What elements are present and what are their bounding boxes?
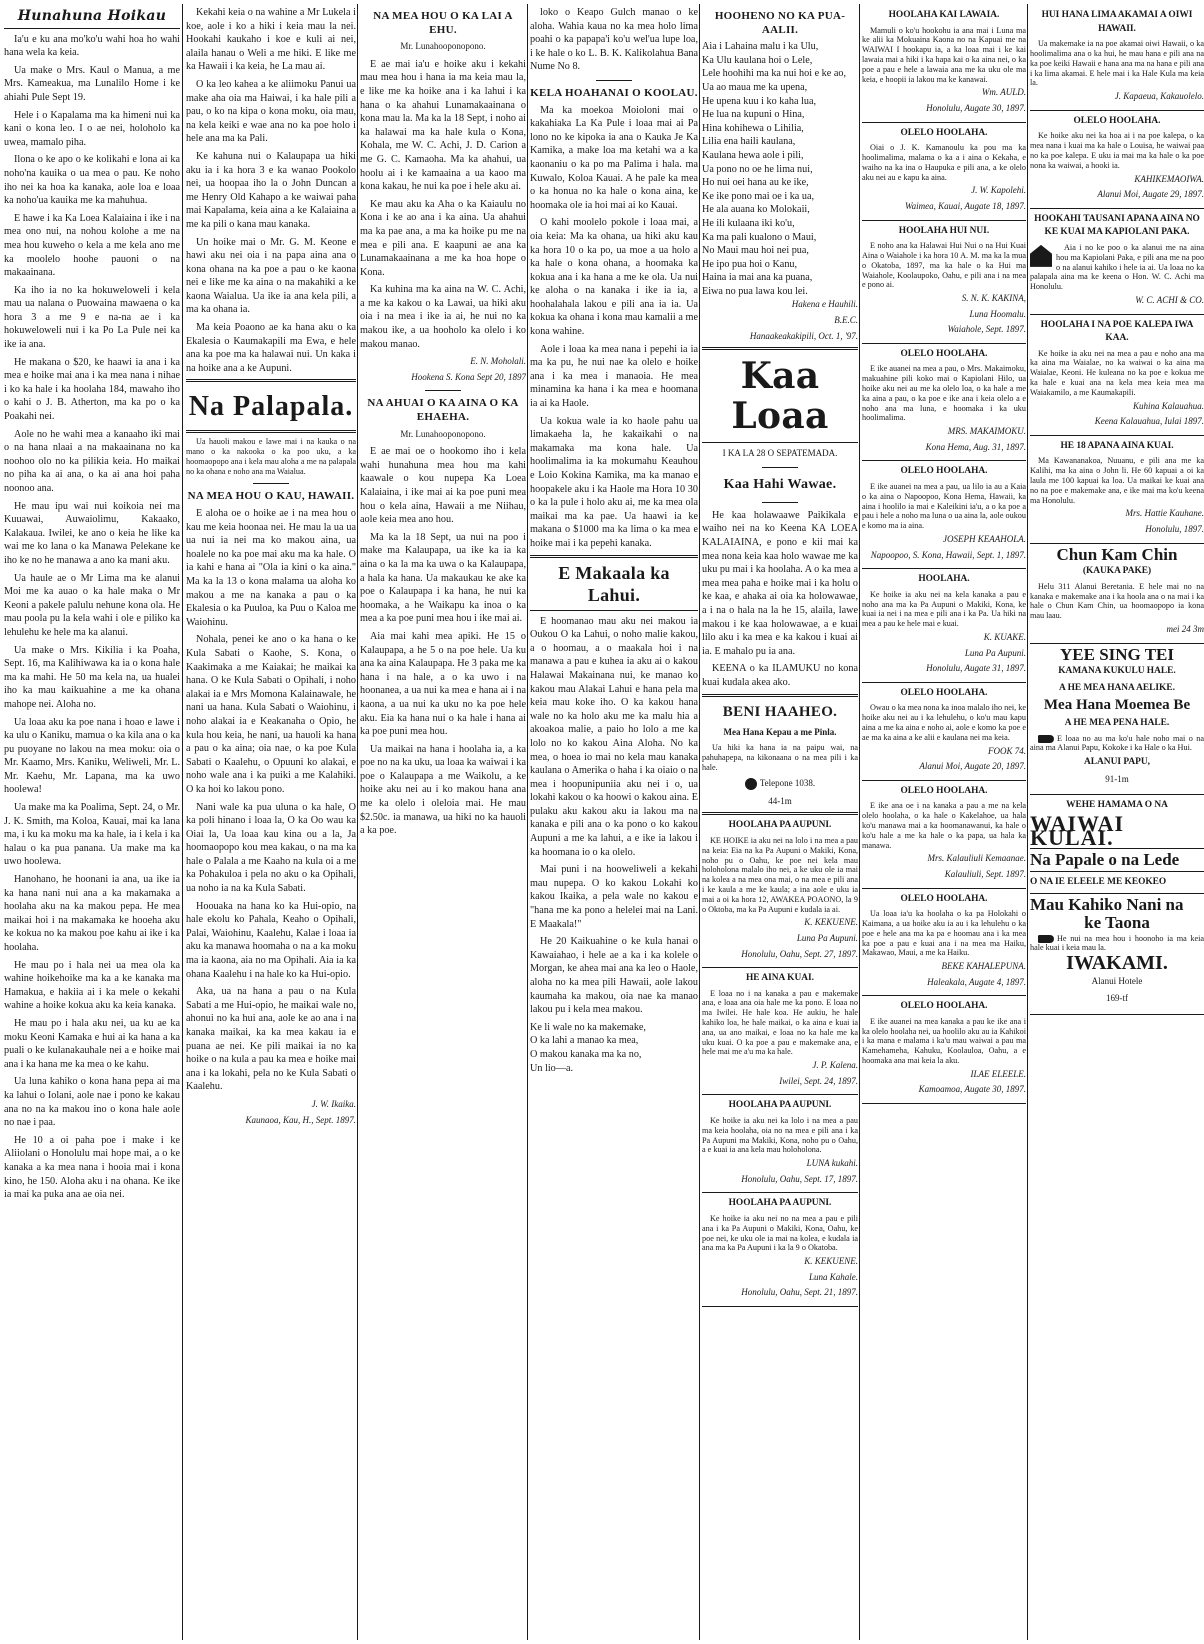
ad-block: [862, 687, 1026, 781]
shop-text: Ua hiki ka hana ia na paipu wai, na pahuhapepa, na kikonaana o na mea pili i ka hale.: [702, 743, 858, 773]
ad-place: Keena Kalauahua, Iulai 1897.: [1094, 416, 1204, 427]
ad-text: Ua makemake ia na poe akamai oiwi Hawaii, o ka hoolimalima ana o ka hui, he mau hana e pili ana na ka poe keiki Hawaii e hana ana ma na hana e pili ana i ka lima akamai. E hele mai i ka Hale Kula ma keia la.: [1030, 39, 1204, 88]
column-rule: [527, 4, 528, 1640]
paragraph: Ke mau aku ka Aha o ka Kaiaulu no Kona i ke ao ana i ka aina. Ua ahahui ma ka pae ana, a ma ka hoike pu me na mea e pili ana. E kaapuni ae ana ka Lunamakaainana a me ka hoa hope o Kona.: [360, 198, 526, 278]
article-body: [360, 445, 526, 838]
poem-line: No Maui mau hoi nei pua,: [702, 245, 809, 257]
signature: B.E.C.: [834, 315, 858, 326]
ad-place: Iwilei, Sept. 24, 1897.: [779, 1075, 858, 1086]
ad-signature: BEKE KAHALEPUNA.: [941, 961, 1026, 972]
paragraph: Ua make o Mrs. Kaul o Manua, a me Mrs. Kameakua, ma Lunalilo Home i ke ahiahi Pule Sept 19.: [4, 64, 180, 103]
divider: [530, 555, 698, 558]
poem-line: Lilia ena haili kaulana,: [702, 136, 796, 148]
paragraph: Ua luna kahiko o kona hana pepa ai ma ka lahui o Iolani, aole nae i pono ke kakau ana no na ka makou ino o kona hale aole no nae i paa.: [4, 1076, 180, 1129]
ad-signature: Luna Pa Aupuni.: [796, 932, 858, 943]
poem-line: He ili kulaana iki ko'u,: [702, 217, 795, 229]
paragraph: Nohala, penei ke ano o ka hana o ke Kula Sabati o Kaohe, S. Kona, o Kaakimaka a me Kaiakai; he maikai ka hana. O ke Kula Sabati o Opihali, i noho alakai ia e Mrs Momona Kalainawale, he nani ua hana. Kula Sabati o Waiohinu, i noho alakai ia e Keakanaha o Opio, he kula hou keia, he nani, ua hauoli ka hana a pau o ka aina; oia nae, o ka poe Kula Sabati o Kaalehu, o Opuuni ko alakai, e noho wale ana i ka puiki a me Kalahiki. O ka hoi ko lakou pono.: [186, 634, 356, 795]
ad-title: IWAKAMI.: [1066, 952, 1168, 975]
article-body: [530, 104, 698, 551]
ad-text: Ke hoike ia aku nei no na mea a pau e pili ana i ka Pa Aupuni o Makiki, Kona, Oahu, ke poe nei, ke uku ole ia mai na kolea, e kudala ia ana ma ka Pa Aupuni i ka la 9 o Okatoba.: [702, 1214, 858, 1253]
poem-line: He lua na kupuni o Hina,: [702, 109, 805, 121]
ad-block: [862, 573, 1026, 683]
ad-note: 91-1m: [1105, 773, 1129, 784]
paragraph: Aia mai kahi mea apiki. He 15 o Kalaupapa, a he 5 o na poe hele. Ua ku ana ka aina Kalaupapa. He 3 paka me ka hana i na hale, a o ka uwo i na hoonanea, a ua nui ka mea e hana ai i na kaona, a ua nui ka uku no ka poe hele aku. Eia ka hana nui o ka hale i hana ai ka poe puni mea hou.: [360, 630, 526, 738]
poem-line: Haina ia mai ana ka puana,: [702, 272, 813, 284]
ads-list: [1030, 9, 1204, 544]
ad-title: HOOLAHA I NA POE KALEPA IWA KAA.: [1040, 319, 1194, 344]
column-1: [4, 6, 180, 1640]
article-body: [186, 507, 356, 1094]
ad-signature: S. N. K. KAKINA,: [961, 293, 1026, 304]
poem-line: Ho nui oei hana au ke ike,: [702, 177, 809, 189]
ad-place: Napoopoo, S. Kona, Hawaii, Sept. 1, 1897.: [870, 549, 1026, 560]
ad-subtitle: WEHE HAMAMA O NA: [1066, 800, 1168, 811]
ad-title: HE AINA KUAI.: [746, 973, 814, 984]
ad-place: Honolulu, 1897.: [1145, 524, 1204, 535]
poem-line: Ke li wale no ka makemake,: [530, 1021, 646, 1033]
ad-signature: Luna Hoomalu.: [969, 308, 1026, 319]
ad-text: Helu 311 Alanui Beretania. E hele mai no na kanaka e makemake ana i ka hoola ana o na mai i ka hale o Chun Kam Chin, ua hoomaopopo ia kona mau laau.: [1030, 581, 1204, 621]
section-title: HOOHENO NO KA PUA-AALII.: [714, 10, 846, 36]
divider: [762, 502, 798, 503]
ad-chun-kam-chin: [1030, 544, 1204, 644]
ad-signature: Mrs. Hattie Kauhane.: [1125, 508, 1204, 519]
ad-place: Waiahole, Sept. 1897.: [947, 324, 1026, 335]
paragraph: Ma ka moekoa Moioloni mai o kakahiaka La Ka Pule i loaa mai ai Pa lono no ke kipoka ia ana o Kauka Je Ka Kamika, a make loa ma ketahi wa a ka kaonaniu o ka po ma Palima i hala. ma Kuwalo, Koloa Kauai. A he pale ka mea o ka honua no ka hale o kona aina, ke hoomaka ole ia hoi mai ai ko Kauai.: [530, 104, 698, 211]
ad-title: Mea Hana Moemea Be: [1043, 697, 1191, 714]
ad-block: [862, 785, 1026, 889]
paragraph: He mau po i hala aku nei, ua ku ae ka moku Keoni Kamaka e hui ai ka hana a ka puali o ke kulanakauhale nei a e hoike mai ana i ka hana me ka mea o ke kahu.: [4, 1017, 180, 1070]
ad-text: Mamuli o ko'u hookohu ia ana mai i Luna ma ke alii ka Mokuaina Kaona no na Kapuai me na WAIWAI I hookapu ia, a ka loaa mai i ke kai lawaia mai a hiki i ka hapa kai o ka aina nei, o ka poe a pau e hele a lawaia ana me ka uku ole ma keia, e hoopii ia lakou ma ke kanawai.: [862, 25, 1026, 84]
divider: [1030, 893, 1204, 894]
ad-text: E ike auanei na mea a pau, o Mrs. Makaimoku, makuahine pili koko mai o Kapiolani Hilo, ua hoike aku nei au me ka olelo loa, o ka hale a me ka aina a pau, o ka poe e ike ana i keia olelo a e noho ana ma luna, e hoomaka i ka uku hoolimalima.: [862, 364, 1026, 423]
paragraph: O ka leo kahea a ke aliimoku Panui ua make aha oia ma Haiwai, i ka hale pili a pau, o ko na kipa o kona moku, oia mau, na kela keiki e wae ana no ka poe holo i hele ana ma ka Pali.: [186, 78, 356, 145]
divider: [762, 467, 798, 468]
headline-note: Ua hauoli makou e lawe mai i na kauka o na mano o ka nakooka o ka poo uku, a ka hoomaopopo ana i kela mau aloha a me na palapala no ka ohana e noho ana ma Waialua.: [186, 437, 356, 477]
paragraph: He mau po i hala nei ua mea ola ka wahine hoikehoike ma ka a ke kanaka ma Hamakua, e hakiia ai i ka mele o kekahi wahine a hoike kokua aku ka keia kanaka.: [4, 959, 180, 1012]
ad-title: OLELO HOOLAHA.: [900, 687, 988, 698]
ad-signature: J. P. Kalena.: [812, 1060, 858, 1071]
ad-place: Honolulu, Augate 30, 1897.: [926, 102, 1026, 113]
ad-title: Na Papale o na Lede: [1030, 850, 1180, 870]
masthead-sub: Kaa Hahi Wawae.: [723, 476, 837, 492]
poem-line: He ala auana ko Molokaii,: [702, 204, 810, 216]
ad-place: Waimea, Kauai, Augate 18, 1897.: [905, 200, 1026, 211]
ad-place: Alanui Hotele: [1091, 975, 1143, 986]
ad-block: [862, 127, 1026, 221]
article-body: [4, 33, 180, 1202]
ad-signature: K. KUAKE.: [983, 632, 1026, 642]
paragraph: Aka, ua na hana a pau o na Kula Sabati a me Hui-opio, he maikai wale no, ahonui no ka hui ana, aole ke ao ana i na kanaka maikai, ka ka mea kakau ia e puana ae nei. Ke pili maikai ia no ka hoike o na kula a pau ka mea e hoike mai ana i ka lokahi, pela no ke Kula Sabati o Kaalehu.: [186, 986, 356, 1093]
poem-fragment: [530, 1021, 698, 1075]
paragraph: O kahi moolelo pokole i loaa mai, a oia keia: Ma ka ohana, ua hiki aku kau ka hora 10 o ka po, ua moe a ua holo a ka hale o kona ohana, a hoomaka ka kokua ana i ka hana a me ke ola. Ua nui ke aloha o na kanaka i ike ia ia, a hoohalahala lakou e pili ana ia ia. Ua kokua ka ohana i kona mau kamalii a me kona wahine.: [530, 217, 698, 338]
ad-title: Mau Kahiko Nani na: [1030, 895, 1184, 915]
divider: [186, 379, 356, 382]
ad-text: Owau o ka mea nona ka inoa malalo iho nei, ke hoike aku nei au i ka lehulehu, o ko'u mau kapu aina a me ka aina e noho ai, aole e komo ka poe e ae ma ka aina a ke alii e kaulana nei ma keia.: [862, 703, 1026, 742]
poem-line: Ke ike pono mai oe i ka ua,: [702, 190, 815, 202]
headline-na-palapala: Na Palapala.: [188, 391, 354, 423]
ad-block: [862, 225, 1026, 344]
ad-yee-sing-tei: [1030, 644, 1204, 796]
poem-line: Aia i Lahaina malu i ka Ulu,: [702, 41, 819, 53]
poem-line: Ua pono no oe he lima nui,: [702, 163, 813, 175]
ad-place: Honolulu, Augate 31, 1897.: [926, 663, 1026, 674]
ad-title: OLELO HOOLAHA.: [1073, 115, 1161, 126]
ad-signature: W. C. ACHI & CO.: [1135, 294, 1204, 305]
article-body: [530, 6, 698, 74]
column-4: [530, 6, 698, 1640]
ad-text-body: He nui na mea hou i hoonoho ia ma keia hale kuai i keia mau la.: [1030, 933, 1204, 953]
signature-place: Hanaakeakakipili, Oct. 1, '97.: [749, 330, 858, 341]
paragraph: Kekahi keia o na wahine a Mr Lukela i koe, aole i ko a hiki i keia mau la nei. Hookahi kaukaho i koe e kuli ai nei, alaila hanau o Weli a me hiki. E like me ka Hawaii i ka keia, he La mau ai.: [186, 7, 356, 73]
shop-note: 44-1m: [768, 795, 792, 806]
ad-place: Honolulu, Oahu, Sept. 17, 1897.: [741, 1173, 858, 1184]
column-7: [1030, 6, 1204, 1640]
paragraph: E ae mai ia'u e hoike aku i kekahi mau mea hou i hana ia ma keia mau la, e like me ka hoike ana i ka lahui i ka hana o ka ahahui Lunamakaainana o kona mau la. Ma ka la 18 Sept, i noho ai ka halawai ma ka hale kula o Kona, Kohala, me W. C. Achi, J. D. Carion a me G. C. Kamaoha. Ma ka ahahui, ua hoolu ai i ke kamaaina a ua kaoo ma kona kakau, he nui ka poe i hele aku ai.: [360, 58, 526, 193]
ad-title: OLELO HOOLAHA.: [900, 893, 988, 904]
ad-text: E noho ana ka Halawai Hui Nui o na Hui Kuai Aina o Waiahole i ka hora 10 A. M. ma ka la mua o Okatoba, 1897, ma ka hale o ka Hui ma Waiahole, Koolaupoko, Oahu, e pili ana i na mea e pono ai.: [862, 241, 1026, 290]
ad-text: Ke hoike aku nei ka hoa ai i na poe kalepa, o ka mea nana i kuai ma ka hale o Louisa, he waiwai paa no ka poe kalepa. E uku ia mai ma ka hale o ka poe nona ka waiwai, a hooki ia.: [1030, 131, 1204, 170]
paragraph: Hoouaka na hana ko ka Hui-opio, na hale ekolu ko Pahala, Keaho o Opihali, Palai, Waiohinu, Kaalehu, Kalae i loaa ia aku ka manawa hoomaha o na a ka moku ma ia kaona, aia no ma Opihali. Aia ia ka ohana Kaalehu i na hale ko ka Hui-opio.: [186, 900, 356, 980]
ad-text: [1030, 734, 1204, 754]
ad-block: [702, 1197, 858, 1307]
ad-text: E loaa no i na kanaka a pau e makemake ana, e loaa ana oia hale me ka pono. E loaa no ma Iwilei. He hale koa. He aukiu, he hale kahiko loa, he hale maikai, o ka aina e kuai ia ana, ua ano maikai, e loaa no ka hale me ka uku kuai. O ka poe a pau e makemake ana, e hele mai me a'u ma ka hale.: [702, 988, 858, 1057]
paragraph: He 10 a oi paha poe i make i ke Aliiolani o Honolulu mai hope mai, a o ke kanaka a ka mea nana i hooia mai i kona kino, he 150. Aloha aku i na ohana. Ke ike ia mai ka puka ana ae oia nei.: [4, 1134, 180, 1201]
ad-title: HOOLAHA PA AUPUNI.: [728, 1100, 832, 1111]
paragraph: Ua kokua wale ia ko haole pahu ua limakaeha la, he kakaikahi o na makamaka ma kona hale. Ua hoolimalima ia ka mokumahu Keauhou e Loio Kokina Kamika, ma ka manao e hoopakele aku i ka Haole ma Hora 10 30 o ka la pule i holo aku ai, me ka mea ola maikai ma ka pae. Ua haawi ia ke makana o $1000 ma ka lima o ka mea e hoike mai i ka pepehi kanaka.: [530, 415, 698, 549]
article-body: [530, 615, 698, 1017]
paragraph: Hanohano, he hoonani ia ana, ua ike ia ka hana nani nui ana a ka makamaka a hoolaha aku na ka makou pepa. He mea maikai hoi i na makamaka ke hooeha aku ke kokua no ka makou poe kahu ai ike i ka hoolaha.: [4, 874, 180, 953]
poem-line: He ipo pua hoi o Kanu,: [702, 258, 798, 270]
ad-signature: KAHIKEMAOIWA.: [1134, 173, 1204, 184]
column-rule: [859, 4, 860, 1640]
ad-place: Kamoamoa, Augate 30, 1897.: [918, 1084, 1026, 1095]
section-title: NA MEA HOU O KA LAI A EHU.: [373, 10, 513, 36]
shop-name: BENI HAAHEO.: [722, 703, 838, 720]
poem-line: O makou kanaka ma ka no,: [530, 1048, 642, 1060]
ad-title: OLELO HOOLAHA.: [900, 127, 988, 138]
ad-block: [862, 893, 1026, 997]
paragraph: Un hoike mai o Mr. G. M. Keone e hawi aku nei oia i na papa aina ana o kona ohana na ka poe a pau o ke kaona nei e like me ka aina o na makahiki a ke kaona Waialua. Ua ike ia ana kela pili, a ma ka ohana ia.: [186, 236, 356, 316]
signature-place: Hookena S. Kona Sept 20, 1897: [411, 371, 526, 382]
paragraph: Ua haule ae o Mr Lima ma ke alanui Moi me ka auao o ka hale maka o Mr Keoni a pakele palulu nehune kona ola. He mau poola pu la kela wahi i ole e piliko ka lehulehu ke hele ma ka alanui.: [4, 572, 180, 638]
ad-place: Honolulu, Oahu, Sept. 21, 1897.: [741, 1287, 858, 1298]
ad-signature: Luna Kahale.: [808, 1271, 858, 1282]
paragraph: loko o Keapo Gulch manao o ke aloha. Wahia kaua no ka mea holo lima poahi o ka papapa'i ko'u wel'ua lupe loa, i ke hale o ko L. B. K. Kalikolahua Bana Nume No 8.: [530, 7, 698, 73]
ad-subtitle: (KAUKA PAKE): [1082, 566, 1152, 577]
paragraph: He mau ipu wai nui koikoia nei ma Kuuawai, Auwaiolimu, Kakaako, Kalakaua. Iwilei, ke ano o keia he like ka wai me ko lana o ka Manawa Pelekane ke iho ke no he manawa a ano ka mani aku.: [4, 500, 180, 566]
divider: [1030, 871, 1204, 872]
ad-title: HOOLAHA PA AUPUNI.: [728, 820, 832, 831]
paragraph: Nani wale ka pua uluna o ka hale, O ka poli hinano i loaa la, O ka Oo wau ka Oiai la, Ua loaa kau kina ou a la, Ja hoomaopopo kou mea kakau, o na ma ka hale o Palala a me Kaaho na kula oi a me ka Pohakuloa i pela no aku o ka Opihali, ua noho ia na ka Kula Sabati.: [186, 801, 356, 895]
ad-block: [1030, 115, 1204, 209]
paragraph: Ua make ma ka Poalima, Sept. 24, o Mr. J. K. Smith, ma Koloa, Kauai, mai ka lana ma, i ku ka moku ma ka hale, ia i kela i ka halau o ka pua panana. Ua make ma ka uwo hoolewa.: [4, 802, 180, 868]
signature-place: Kaunaoa, Kau, H., Sept. 1897.: [245, 1114, 356, 1125]
ad-signature: J. Kapaeua, Kakauolelo.: [1114, 91, 1204, 102]
masthead-text: He kaa holawaawe Paikikala e waiho nei na ko Keena KA LOEA KALAIAINA, e pono e kii mai ka mea nona keia kaa holo wawae me ka uku pu mai i ka hoolaha. A o ka mea a mea mea paha e hoike mai i ka holu o ke kaa, e ahaka ai oia ka holowawae, a i na o hala na la he 15, alaila, lawe makou i ke kaa holowawae, a e kuai lilo aku i ka mea e ka kakou i kuai ai ia. E mahalo pu ia ana.: [702, 509, 858, 657]
ad-signature: K. KEKUENE.: [804, 1256, 858, 1267]
poem-line: Lele hoohihi ma ka nui hoi e ke ao,: [702, 68, 846, 80]
paragraph: Aole i loaa ka mea nana i pepehi ia ia ma ka pu, he nui nae ka olelo e hoike ana i ka mea i manaoia. He mea minamina ka hana i ka mea e hoomana ia ai ka Haole.: [530, 343, 698, 410]
paragraph: Ia'u e ku ana mo'ko'u wahi hoa ho wahi hana wela ka keia.: [4, 33, 180, 59]
masthead-office: KEENA o ka ILAMUKU no kona kuai kudala akea ako.: [702, 663, 858, 688]
ad-title: HOOLAHA KAI LAWAIA.: [888, 10, 1000, 20]
ad-block: [1030, 440, 1204, 544]
divider: [702, 694, 858, 697]
ad-signature: Luna Pa Aupuni.: [964, 647, 1026, 658]
ad-text: E ike auanei na mea kanaka a pau ke ike ana i ka olelo hoolaha nei, ua hoolilo aku au ia Kahikoi i ka mana e malama i ka'u mau waiwai a pau ma Kamehameha, Kahuku, Koolauloa, Oahu, a e hoomaka ana mai keia la aku.: [862, 1016, 1026, 1066]
ad-signature: LUNA kukahi.: [806, 1158, 858, 1169]
paragraph: Hele i o Kapalama ma ka himeni nui ka kani o kona leo. I o ae nei, holoholo ka uwea, mamalo piha.: [4, 109, 180, 148]
pointing-hand-icon: [1038, 935, 1054, 943]
paragraph: E aloha oe o hoike ae i na mea hou o kau me keia hoonaa nei. He mau la ua ua ua nui ia nei ma ko makou aina, ua hoalele no ka poe mai aku ma ka hale. O ia kahi e hana ai "Ola ia kini o ka aina." Ma ka la 13 o kona malama ua aloha ko makou a me na kanaka a pau o ka Ekalesia o ka Puuloa, ka Puu o Kaloa me Waiohinu.: [186, 508, 356, 628]
ad-text: Ke hoike ia aku nei ka lolo i na mea a pau ma keia hoolaha, oia no na mea e pili ana i ka Pa Aupuni ma Makiki, Kona, noho pu o Oahu, a e kuai ia ana kela mau holoholona.: [702, 1116, 858, 1155]
poem-line: Kaulana hewa aole i pili,: [702, 149, 804, 161]
ad-place: Haleakala, Augate 4, 1897.: [927, 976, 1026, 987]
ad-signature: K. KEKUENE.: [804, 917, 858, 928]
article-body: [360, 58, 526, 351]
poem-line: He upena kuu i ko kaha lua,: [702, 95, 817, 107]
shop-phone-number: Telepone 1038.: [759, 778, 816, 789]
article-body: [186, 6, 356, 375]
ad-title: OLELO HOOLAHA.: [900, 466, 988, 477]
ad-title: HUI HANA LIMA AKAMAI A OIWI HAWAII.: [1041, 10, 1193, 34]
ad-text: E ike auanei na mea a pau, ua lilo ia au a Kaia o ka aina o Napoopoo, Kona Hema, Hawaii, ka aina i hoolilo ia mai e Kaleikini ia'u, a o ka poe a pau i hele a noho ma luna o ua aina la, aole oukou e komo ma ia aina.: [862, 482, 1026, 531]
ads-list: [862, 9, 1026, 1104]
ad-block: [702, 972, 858, 1095]
ad-text: Ke hoike ia aku nei na mea a pau e noho ana ma ka aina ma Waialae, no ka waiwai o ka aina ma Waialae, Keoni. He kuleana no ka poe e kokua me ka hale e kuai ana na kela mea keia mea ma Waiakamilo, a me Kaumakapili.: [1030, 348, 1204, 397]
salutation: Mr. Lunahooponopono.: [400, 41, 486, 52]
masthead-kaa-loaa: Kaa Loaa: [731, 355, 829, 438]
ad-block: [862, 348, 1026, 462]
column-rule: [1027, 4, 1028, 1640]
ad-text: Ma Kawananakoa, Nuuanu, e pili ana me ka Kalihi, ma ka aina o John li. He 60 kapuai a oi ka laula me 100 kapuai ka loa. Ua maikai ke kuai ana no na poe e makemake ana, e ike mai ma ko'u keena ma Honolulu.: [1030, 456, 1204, 505]
ad-title: HOOLAHA.: [918, 574, 970, 585]
ad-note: mei 24 3m: [1166, 624, 1204, 634]
divider: [530, 610, 698, 611]
signature: E. N. Moholali.: [470, 356, 526, 367]
poem-line: Ka Ulu kaulana hoi o Lele,: [702, 54, 813, 66]
column-rule: [182, 4, 183, 1640]
ad-place: Kalauliuli, Sept. 1897.: [944, 868, 1026, 879]
divider: [596, 80, 632, 81]
ad-place: Honolulu, Oahu, Sept. 27, 1897.: [741, 948, 858, 959]
signature: J. W. Ikaika.: [311, 1098, 356, 1109]
ad-signature: FOOK 74.: [988, 745, 1026, 756]
column-5: [702, 6, 858, 1640]
ad-block: [862, 1000, 1026, 1104]
ad-text: Oiai o J. K. Kamanoulu ka pou ma ka hoolimalima, malama o ka a i aina o Kekaha, e waiho na ka ina o Haupuka e pili ana, a ke olelo aku nei au e kapu ka aina.: [862, 143, 1026, 182]
ad-title: Chun Kam Chin: [1056, 544, 1178, 564]
column-rule: [699, 4, 700, 1640]
section-title: NA AHUAI O KA AINA O KA EHAEHA.: [367, 397, 519, 424]
paragraph: Ua make o Mrs. Kikilia i ka Poaha, Sept. 16, ma Kalihiwawa ka ia o kona hale ma ka mahi. He 50 ma kela na, ua hualei iho ka mau kaikuahine a me ka ohana mahope nei. Aloha no.: [4, 644, 180, 710]
ad-title: ke Taona: [1084, 912, 1150, 932]
ad-text-body: E loaa no au ma ko'u hale noho mai o na aina ma Alanui Papu, Kokoke i ka Hale o ka Hui.: [1030, 733, 1204, 753]
headline-makaala: E Makaala ka Lahui.: [558, 562, 670, 605]
ad-signature: J. W. Kapolehi.: [971, 185, 1026, 196]
divider: [186, 430, 356, 433]
ad-subtitle: O NA IE ELEELE ME KEOKEO: [1030, 876, 1167, 887]
ad-place: Kona Hema, Aug. 31, 1897.: [925, 441, 1026, 452]
ad-block: [702, 1099, 858, 1193]
ad-note: 169-tf: [1106, 993, 1128, 1004]
paragraph: Ilona o ke apo o ke kolikahi e lona ai ka noho'na kauika o ua mea o pau. Ke noho iho nei ka hoa ka kanaka, aole loa e loaa ka noho'ua kauika me ka mahuhua.: [4, 154, 180, 207]
poem-line: Ua ao maua me ka upena,: [702, 81, 808, 93]
ad-subtitle: KAMANA KUKULU HALE.: [1058, 666, 1176, 677]
ad-block: [1030, 319, 1204, 436]
ad-title: HE 18 APANA AINA KUAI.: [1060, 440, 1174, 451]
column-rule: [357, 4, 358, 1640]
ad-subtitle: A HE MEA HANA AELIKE.: [1059, 682, 1175, 693]
ad-title: OLELO HOOLAHA.: [900, 785, 988, 796]
ad-text: Aia i no ke poo o ka alanui me na aina hou ma Kapiolani Paka, e pili ana me na poo o na alanui kahiko i hele ia ai. Ua loaa no ka palapala aina ma ke keena o Hon. W. C. Achi ma Honolulu.: [1030, 242, 1204, 292]
ad-block: [1030, 9, 1204, 111]
paragraph: Ke kahuna nui o Kalaupapa ua hiki aku ia i ka hora 3 e ka wanao Pookolo nei, ua hoopaa iho la o John Duncan a me Henry Old Kahapo a ke waiwai paha mai Kapalama, keia aina a ke Kalaiaina a me ka pili o kana mau kanaka.: [186, 150, 356, 230]
ad-signature: ILAE ELEELE.: [970, 1068, 1026, 1079]
divider: [4, 28, 180, 29]
ad-title: YEE SING TEI: [1059, 644, 1174, 664]
ad-signature: Mrs. Kalauliuli Kemaanae.: [927, 853, 1026, 864]
paragraph: E hoomanao mau aku nei makou ia Oukou O ka Lahui, o noho malie kakou, a o hoomau, a o maakala hoi i na manawa a pau e kuhea ia aku ai o kakou Halawai Makainana nui, ke manao ko kakou mau Alakai Lahui e hana pela ma keia mau koke iho. O ka kakou hana wale no ka holo aku me ka malu hia a akoakoa malie, a paio ho lolo a me ka lolo no ko kakou Aina Aloha. No ka mea, o hoea io mai no kela mau kanaka kaulana o Amerika o haha i ka oiaio o na mea i hoopunipuniia aku nei i o, ua lokahi kakou o ka hoowi o kakou aina. E pulaku aku kakou aku ia lakou ma na kanaka e pili ana o ka pono o ko kakou Aupuni a me ka lahui, a e ike ia lakou i ka hoomana io o ka olelo.: [530, 615, 698, 858]
signature: Hakena e Hauhili.: [791, 299, 858, 310]
shop-phone: [702, 777, 858, 791]
ad-signature: Kuhina Kalauahua.: [1132, 400, 1204, 411]
poem-line: Hina kohihewa o Lihilia,: [702, 122, 804, 134]
paragraph: Ma keia Poaono ae ka hana aku o ka Ekalesia o Kaumakapili ma Ewa, e hele ana ka poe ma ka halawai nui. Un kaka i na hoike ana a ke Aupuni.: [186, 322, 356, 374]
paragraph: Ua maikai na hana i hoolaha ia, a ka poe no na ka uku, ua loaa ka waiwai i ka poe o Kalaupapa a me Waikolu, a ke hoike aku nei au i ko makou hana ana me ka olelo i oleloia mai. He mau $2.50c. ia manawa, ua hiki no ka hauoli a ka poe.: [360, 743, 526, 837]
ad-block: [862, 465, 1026, 569]
paragraph: E ae mai oe o hookomo iho i kela wahi hunahuna mea hou ma kahi kaawale o kou nupepa Ka Loea Kalaiaina, i ike mai ai ka poe puni mea hou o kela aina, Hawaii a me Niihau, aole keia mea ano hou.: [360, 446, 526, 526]
divider: [702, 812, 858, 815]
section-title: NA MEA HOU O KAU, HAWAII.: [187, 490, 355, 503]
ad-title: OLELO HOOLAHA.: [900, 1001, 988, 1012]
ad-text: Ua loaa ia'u ka hoolaha o ka pa Holokahi o Kaimana, a ua hoike aku ia au i ka lehulehu o ka poe e hele ana ma ka pa e hoomau ana i ka mea ka poe a pau e kuai ana i na mea ma Haiku, Makawao, Maui, a me ka Haiku.: [862, 909, 1026, 958]
pointing-hand-icon: [1038, 735, 1054, 743]
paragraph: He makana o $20, ke haawi ia ana i ka mea e hoike mai ana i ka mea nana i nihae i ko ka hale i ka hoolaha 184, mawaho iho o kahi o J. B. Atherton, ma ka po o ka Poakahi nei.: [4, 356, 180, 423]
ad-subtitle: A HE MEA PENA HALE.: [1064, 717, 1170, 728]
divider: [425, 390, 461, 391]
ad-text: Ke hoike ia aku nei na kela kanaka a pau e noho ana ma ka Pa Aupuni o Makiki, Kona, ke kuai ia nei i na mea e pili ana i ka Pa. Ua hiki na mea a pau ke hele mai e kuai.: [862, 589, 1026, 629]
poem-line: O ka lahi a manao ka mea,: [530, 1035, 639, 1047]
paragraph: Ma ka la 18 Sept, ua nui na poo i make ma Kalaupapa, ua ike ka ia ka aina o ka la ma ka uwa o ka Kalaupapa, a hala ka hana. Ua makaukau ke ake ka poe o Kalaupapa i ka hana, he nui ka hoomaka, a he Waikapu ka inoa o ka mea a ka poe puni mea hou i ike mai ai.: [360, 531, 526, 625]
ad-block: [862, 9, 1026, 123]
ad-place: Alanui Moi, Augate 20, 1897.: [919, 761, 1026, 772]
ad-title: HOOLAHA PA AUPUNI.: [728, 1198, 832, 1209]
ad-signature: Wm. AULD.: [981, 87, 1026, 98]
ad-block: [702, 819, 858, 968]
column-6: [862, 6, 1026, 1640]
ad-signature: MRS. MAKAIMOKU.: [947, 426, 1026, 437]
ad-place: ALANUI PAPU,: [1084, 757, 1150, 768]
ad-text: E ike ana oe i na kanaka a pau a me na kela olelo hoolaha, o ka hale o Kakelahoe, ua hala ko'u manawa mai a ka hoomanawanui, ka hale o ko'u hale a me ka hale o ka papa, ua hala ka manawa.: [862, 801, 1026, 850]
paragraph: Ka iho ia no ka hokuweloweli i kela mau ua nalana o Puowaina mawaena o ka hora 3 a me 9 e na-na ae i ka hokuweloweli nui i ka Po La Pule nei ka ike ia ana.: [4, 284, 180, 351]
paragraph: Mai puni i na hooweliweli a kekahi mau nupepa. O ko kakou Lokahi ko kakou Ikaika, a pela wale no kakou e "hana me ka pono a helelei mai na Lani. E Maakala!": [530, 864, 698, 930]
ad-signature: JOSEPH KEAAHOLA.: [943, 534, 1026, 545]
poem-line: Eiwa no pua lawa kou lei.: [702, 285, 808, 297]
poem: [702, 40, 858, 298]
paragraph: Aole no he wahi mea a kanaaho iki mai o na hana nlaai a na makaainana no ka noohoo olo no ka pilikia keia. Ho maikai no piha ka ai ana, o ka ai ana hoi paha noonoo ana.: [4, 428, 180, 494]
paragraph: Ka kuhina ma ka aina na W. C. Achi, a me ka kakou o ka Lawai, ua hiki aku oia i na mea i ike ia ai, he nui no ka makou ike, a ua hooholo ka olelo i ko makou manao.: [360, 284, 526, 350]
paragraph: E hawe i ka Ka Loea Kalaiaina i ike i na mea ono nui, na nohou kolohe a me na mea hou kuweho o kela a me kela ano me ka moolelo hoohe pauoni o na makaainana.: [4, 212, 180, 279]
section-title: KELA HOAHANAI O KOOLAU.: [530, 86, 698, 99]
ad-block: [1030, 213, 1204, 315]
ad-waiwai-kulai: [1030, 799, 1204, 1015]
masthead-date: I KA LA 28 O SEPATEMADA.: [722, 448, 838, 459]
ad-title: HOOKAHI TAUSANI APANA AINA NO KE KUAI MA KAPIOLANI PAKA.: [1034, 213, 1200, 238]
ad-place: Alanui Moi, Augate 29, 1897.: [1097, 189, 1204, 200]
divider: [702, 442, 858, 443]
ad-title: OLELO HOOLAHA.: [900, 348, 988, 359]
telephone-icon: [745, 778, 757, 790]
ad-text: KE HOIKE ia aku nei na lolo i na mea a pau na keia: Eia na ka Pa Aupuni o Makiki, Kona, noho pu o Oahu, ke poe nei kela mau holoholona malalo iho nei, a ke uku ole ia mai na kolea a na mea ona mai, o na mea e pili ana i ke kaula a me ke kaula; a ina aole e uku ia mai a oi ka hora 12, AWAKEA POAONO, la 9 o Oktoba, ma ka Pa Aupuni e kudala ia ai.: [702, 835, 858, 914]
paragraph: Ua loaa aku ka poe nana i hoao e lawe i ka ulu o Kaniku, mamua o ka kila ana o ka pu puoyane no lakou na mea moku: oia o Mr. Kaamo, Mrs. Kaniku, Weliweli, Mr. L. Mr. Kaehu, Mr. Lapana, ma ka uwo hoolewa!: [4, 716, 180, 796]
poem-line: Ka ma pali kualono o Maui,: [702, 231, 817, 243]
divider: [702, 347, 858, 350]
ad-title: HOOLAHA HUI NUI.: [898, 225, 990, 236]
ad-text: [1030, 934, 1204, 954]
column-3: [360, 6, 526, 1640]
ad-title: WAIWAI KULAI.: [1030, 810, 1125, 850]
paragraph: He 20 Kaikuahine o ke kula hanai o Kawaiahao, i hele ae a ka i ka kolele o Morgan, ke ahea mai ana ka leo o Haole, aloha no ka mea pili Hawaii, aole lakou kaumaha ka makou, oia nae ka manao lakou pu i kela mea makou.: [530, 936, 698, 1016]
column-2: [186, 6, 356, 1640]
salutation: Mr. Lunahooponopono.: [400, 428, 486, 439]
divider: [253, 483, 289, 484]
shop-tag: Mea Hana Kepau a me Pinla.: [723, 726, 837, 737]
poem-line: Un lio—a.: [530, 1062, 574, 1074]
column-title: Hunahuna Hoikau: [17, 8, 167, 24]
ads-list: [702, 819, 858, 1307]
